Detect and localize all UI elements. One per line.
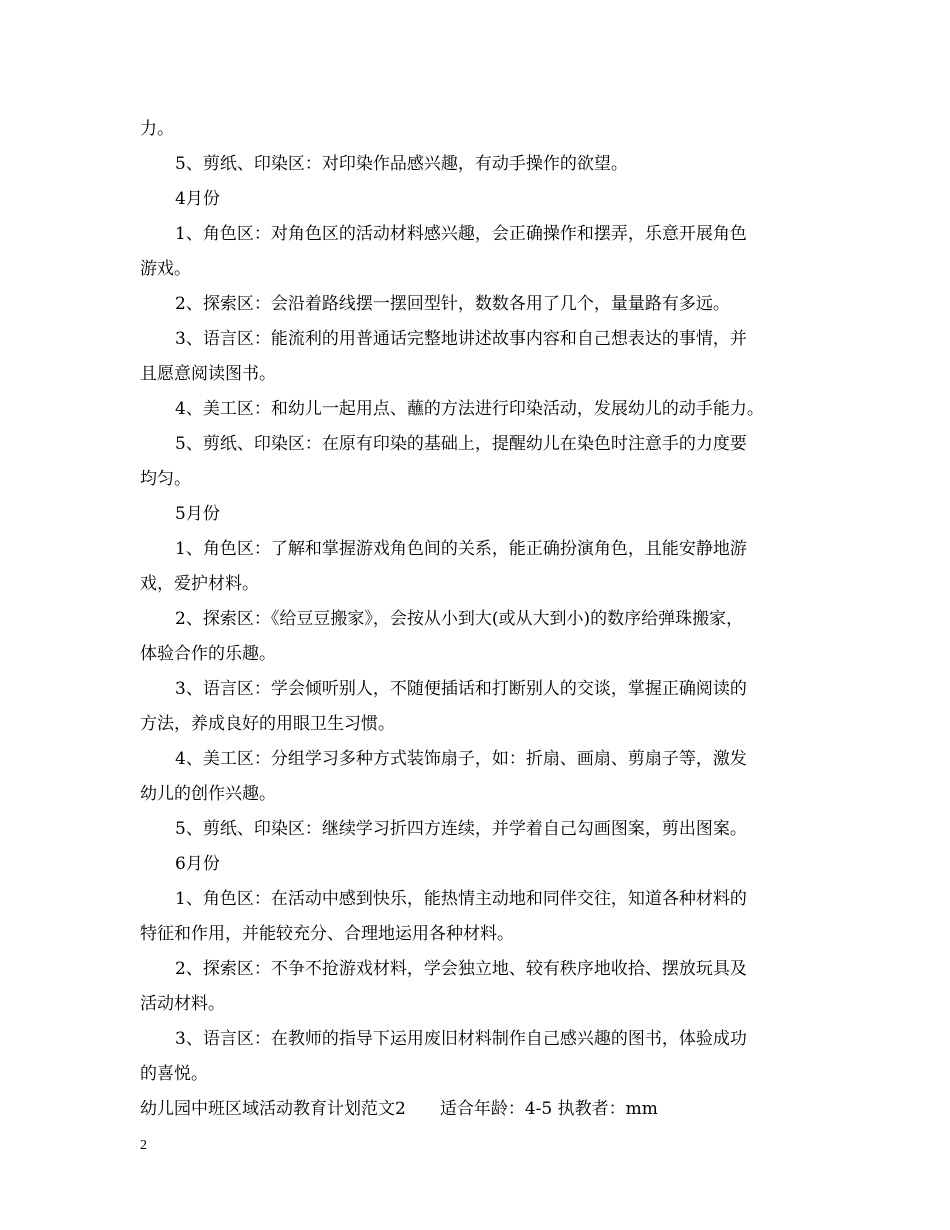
text-line: 5、剪纸、印染区：继续学习折四方连续，并学着自己勾画图案，剪出图案。 (175, 819, 747, 839)
text-line: 均匀。 (140, 469, 191, 489)
month-heading: 4月份 (175, 189, 220, 209)
text-line: 体验合作的乐趣。 (140, 644, 276, 664)
text-line: 2、探索区：会沿着路线摆一摆回型针，数数各用了几个，量量路有多远。 (175, 294, 730, 314)
text-line: 3、语言区：能流利的用普通话完整地讲述故事内容和自己想表达的事情，并 (175, 329, 747, 349)
text-line: 5、剪纸、印染区：对印染作品感兴趣，有动手操作的欲望。 (175, 154, 628, 174)
text-line: 3、语言区：学会倾听别人，不随便插话和打断别人的交谈，掌握正确阅读的 (175, 679, 747, 699)
text-line: 2、探索区：《给豆豆搬家》，会按从小到大(或从大到小)的数序给弹珠搬家， (175, 609, 744, 629)
text-line: 且愿意阅读图书。 (140, 364, 276, 384)
text-line: 3、语言区：在教师的指导下运用废旧材料制作自己感兴趣的图书，体验成功 (175, 1029, 747, 1049)
month-heading: 5月份 (175, 504, 220, 524)
section-title: 幼儿园中班区域活动教育计划范文2 适合年龄：4-5 执教者：mm (140, 1099, 658, 1119)
text-line: 4、美工区：分组学习多种方式装饰扇子，如：折扇、画扇、剪扇子等，激发 (175, 749, 747, 769)
text-line: 游戏。 (140, 259, 191, 279)
text-line: 方法，养成良好的用眼卫生习惯。 (140, 714, 395, 734)
text-line: 幼儿的创作兴趣。 (140, 784, 276, 804)
text-line: 活动材料。 (140, 994, 225, 1014)
text-line: 2、探索区：不争不抢游戏材料，学会独立地、较有秩序地收拾、摆放玩具及 (175, 959, 747, 979)
text-line: 5、剪纸、印染区：在原有印染的基础上，提醒幼儿在染色时注意手的力度要 (175, 434, 747, 454)
text-line: 力。 (140, 119, 174, 139)
text-line: 1、角色区：了解和掌握游戏角色间的关系，能正确扮演角色，且能安静地游 (175, 539, 747, 559)
text-line: 特征和作用，并能较充分、合理地运用各种材料。 (140, 924, 514, 944)
page-number: 2 (140, 1138, 147, 1153)
month-heading: 6月份 (175, 854, 220, 874)
text-line: 戏，爱护材料。 (140, 574, 259, 594)
text-line: 的喜悦。 (140, 1064, 208, 1084)
text-line: 4、美工区：和幼儿一起用点、蘸的方法进行印染活动，发展幼儿的动手能力。 (175, 399, 764, 419)
text-line: 1、角色区：在活动中感到快乐，能热情主动地和同伴交往，知道各种材料的 (175, 889, 747, 909)
text-line: 1、角色区：对角色区的活动材料感兴趣，会正确操作和摆弄，乐意开展角色 (175, 224, 747, 244)
